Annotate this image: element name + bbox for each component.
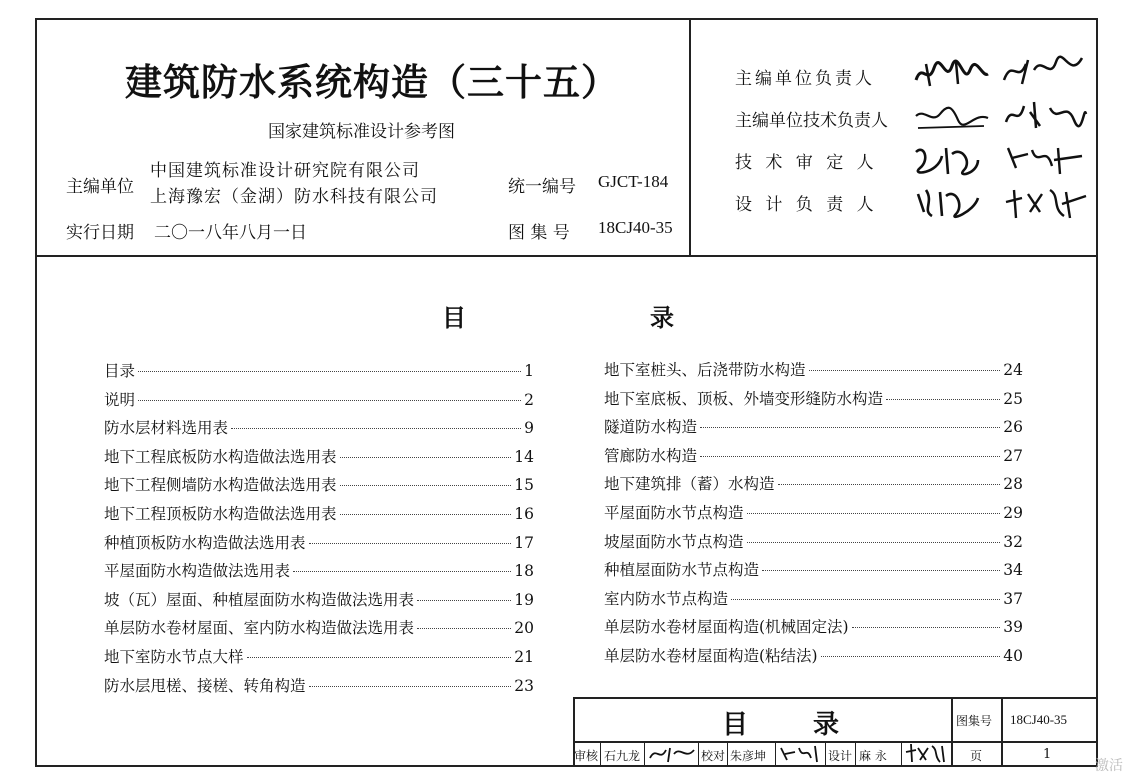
- toc-entry-page: 20: [514, 619, 534, 638]
- toc-entry-title: 平屋面防水节点构造: [604, 504, 744, 522]
- tb-vline-f: [825, 741, 826, 767]
- tb-design-label: 设计: [828, 749, 853, 763]
- tb-vline-b: [644, 741, 645, 767]
- subtitle: 国家建筑标准设计参考图: [268, 122, 455, 142]
- main-title: 建筑防水系统构造（三十五）: [125, 60, 619, 104]
- toc-entry-page: 17: [514, 533, 534, 552]
- tb-atlas-value: 18CJ40-35: [1010, 712, 1068, 727]
- toc-entry: [104, 388, 534, 410]
- tb-vline-1: [951, 697, 953, 767]
- toc-entry-title: 目录: [104, 362, 136, 380]
- toc-entry: [604, 615, 1023, 637]
- toc-entry-page: 27: [1003, 446, 1023, 465]
- toc-leader-dots: [886, 399, 1000, 400]
- toc-heading-right: 录: [650, 303, 674, 332]
- toc-entry-title: 地下工程侧墙防水构造做法选用表: [104, 476, 337, 495]
- atlas-no-value: 18CJ40-35: [598, 218, 673, 237]
- title-block-title: 目 录: [722, 710, 868, 740]
- toc-entry: [604, 472, 1023, 494]
- toc-entry: [604, 444, 1023, 466]
- toc-entry: [104, 674, 534, 696]
- toc-entry-page: 21: [514, 648, 534, 666]
- toc-entry-title: 防水层甩槎、接槎、转角构造: [104, 676, 306, 695]
- toc-leader-dots: [247, 657, 512, 658]
- signature-1a: [912, 56, 992, 92]
- toc-entry: [604, 644, 1023, 666]
- toc-entry-page: 23: [514, 676, 534, 695]
- toc-entry-page: 9: [524, 419, 534, 438]
- editor-unit-line-1: 中国建筑标准设计研究院有限公司: [150, 161, 420, 181]
- toc-leader-dots: [417, 600, 511, 601]
- tb-vline-d: [727, 741, 728, 767]
- toc-entry: [104, 445, 534, 467]
- toc-entry: [604, 530, 1023, 552]
- tb-design-signature: [904, 742, 950, 768]
- toc-leader-dots: [731, 599, 1000, 600]
- toc-heading-left: 目: [442, 303, 466, 332]
- toc-leader-dots: [231, 428, 521, 429]
- toc-entry-title: 坡屋面防水节点构造: [604, 532, 744, 551]
- tb-check-signature: [779, 742, 823, 768]
- toc-entry-page: 19: [514, 590, 534, 609]
- toc-entry-title: 单层防水卷材屋面构造(粘结法): [604, 647, 818, 665]
- watermark-text: 激活: [1095, 758, 1123, 774]
- toc-entry-title: 平屋面防水构造做法选用表: [104, 562, 291, 581]
- toc-leader-dots: [747, 542, 1001, 543]
- toc-entry-page: 29: [1003, 504, 1023, 522]
- effective-date-value: 二〇一八年八月一日: [154, 223, 307, 243]
- toc-entry-title: 单层防水卷材屋面、室内防水构造做法选用表: [104, 619, 415, 638]
- tb-vline-a: [600, 741, 601, 767]
- toc-entry-page: 37: [1003, 589, 1023, 608]
- toc-entry-page: 24: [1003, 361, 1023, 379]
- toc-leader-dots: [747, 513, 1001, 514]
- tb-page-label: 页: [970, 749, 983, 763]
- toc-leader-dots: [852, 627, 1001, 628]
- toc-leader-dots: [417, 628, 511, 629]
- editor-unit-label: 主编单位: [66, 177, 134, 197]
- toc-entry-page: 16: [514, 505, 534, 523]
- toc-entry-page: 26: [1003, 418, 1023, 437]
- signature-2b: [1000, 94, 1088, 134]
- editor-unit-line-2: 上海豫宏（金湖）防水科技有限公司: [150, 187, 438, 207]
- atlas-no-label: 图 集 号: [508, 223, 570, 243]
- toc-entry-title: 地下室底板、顶板、外墙变形缝防水构造: [604, 389, 884, 408]
- tb-review-signature: [648, 742, 696, 768]
- unified-no-label: 统一编号: [508, 177, 576, 197]
- toc-entry-title: 说明: [104, 390, 136, 409]
- signature-2a: [912, 98, 992, 134]
- toc-entry: [604, 415, 1023, 437]
- resp-role-3: 技 术 审 定 人: [735, 153, 878, 173]
- tb-design-name: 麻 永: [859, 749, 887, 763]
- tb-atlas-label: 图集号: [956, 714, 993, 728]
- toc-entry: [104, 616, 534, 638]
- toc-entry-page: 2: [524, 390, 534, 409]
- toc-entry-title: 单层防水卷材屋面构造(机械固定法): [604, 618, 849, 637]
- signature-3b: [1002, 138, 1086, 180]
- toc-entry-page: 25: [1003, 389, 1023, 408]
- toc-leader-dots: [309, 686, 512, 687]
- toc-leader-dots: [340, 485, 512, 486]
- effective-date-label: 实行日期: [66, 223, 134, 243]
- resp-role-4: 设 计 负 责 人: [735, 195, 878, 215]
- resp-role-2: 主编单位技术负责人: [735, 111, 888, 131]
- signature-4a: [912, 182, 982, 222]
- toc-entry-title: 坡（瓦）屋面、种植屋面防水构造做法选用表: [104, 590, 415, 609]
- toc-entry-title: 地下室桩头、后浇带防水构造: [604, 361, 806, 379]
- header-divider: [35, 255, 1098, 257]
- toc-entry-title: 室内防水节点构造: [604, 589, 729, 608]
- header-vertical-divider: [689, 18, 691, 256]
- signature-1b: [998, 50, 1086, 90]
- toc-entry: [604, 387, 1023, 409]
- toc-entry: [604, 587, 1023, 609]
- toc-entry: [104, 645, 534, 667]
- toc-entry: [104, 559, 534, 581]
- toc-entry: [604, 558, 1023, 580]
- toc-leader-dots: [340, 514, 512, 515]
- toc-leader-dots: [293, 571, 511, 572]
- toc-leader-dots: [700, 456, 1000, 457]
- toc-leader-dots: [809, 370, 1001, 371]
- toc-entry: [104, 531, 534, 553]
- toc-entry-page: 15: [514, 476, 534, 495]
- tb-vline-h: [901, 741, 902, 767]
- tb-check-label: 校对: [701, 749, 726, 763]
- toc-entry-title: 隧道防水构造: [604, 418, 698, 437]
- toc-entry-title: 地下工程底板防水构造做法选用表: [104, 447, 337, 466]
- toc-entry-page: 18: [514, 562, 534, 581]
- tb-vline-c: [698, 741, 699, 767]
- tb-check-name: 朱彦坤: [730, 749, 767, 763]
- signature-4b: [1000, 182, 1090, 224]
- toc-entry-page: 1: [524, 362, 534, 380]
- signature-3a: [908, 140, 982, 180]
- toc-leader-dots: [821, 656, 1001, 657]
- toc-entry-page: 40: [1003, 647, 1023, 665]
- toc-entry-title: 防水层材料选用表: [104, 419, 229, 438]
- toc-entry-title: 地下室防水节点大样: [104, 648, 244, 666]
- toc-entry-title: 地下工程顶板防水构造做法选用表: [104, 505, 337, 523]
- toc-entry-title: 种植顶板防水构造做法选用表: [104, 533, 306, 552]
- toc-leader-dots: [309, 543, 512, 544]
- toc-entry-page: 28: [1003, 475, 1023, 494]
- toc-entry-page: 39: [1003, 618, 1023, 637]
- toc-entry: [104, 359, 534, 381]
- toc-entry: [604, 358, 1023, 380]
- tb-vline-g: [855, 741, 856, 767]
- toc-entry: [104, 416, 534, 438]
- unified-no-value: GJCT-184: [598, 172, 669, 191]
- toc-leader-dots: [138, 371, 521, 372]
- toc-entry: [104, 588, 534, 610]
- toc-leader-dots: [762, 570, 1000, 571]
- tb-review-label: 审核: [574, 749, 599, 763]
- toc-entry-title: 地下建筑排（蓄）水构造: [604, 475, 775, 494]
- toc-leader-dots: [700, 427, 1000, 428]
- toc-leader-dots: [778, 484, 1001, 485]
- toc-entry-title: 管廊防水构造: [604, 446, 698, 465]
- tb-review-name: 石九龙: [604, 749, 641, 763]
- toc-leader-dots: [138, 400, 521, 401]
- tb-vline-2: [1001, 697, 1003, 767]
- toc-entry-title: 种植屋面防水节点构造: [604, 561, 760, 580]
- toc-leader-dots: [340, 457, 512, 458]
- toc-entry-page: 32: [1003, 532, 1023, 551]
- toc-entry-page: 34: [1003, 561, 1023, 580]
- toc-entry-page: 14: [514, 447, 534, 466]
- toc-entry: [104, 473, 534, 495]
- tb-page-value: 1: [1043, 747, 1052, 762]
- tb-vline-e: [775, 741, 776, 767]
- resp-role-1: 主编单位负责人: [735, 69, 875, 89]
- toc-entry: [604, 501, 1023, 523]
- toc-entry: [104, 502, 534, 524]
